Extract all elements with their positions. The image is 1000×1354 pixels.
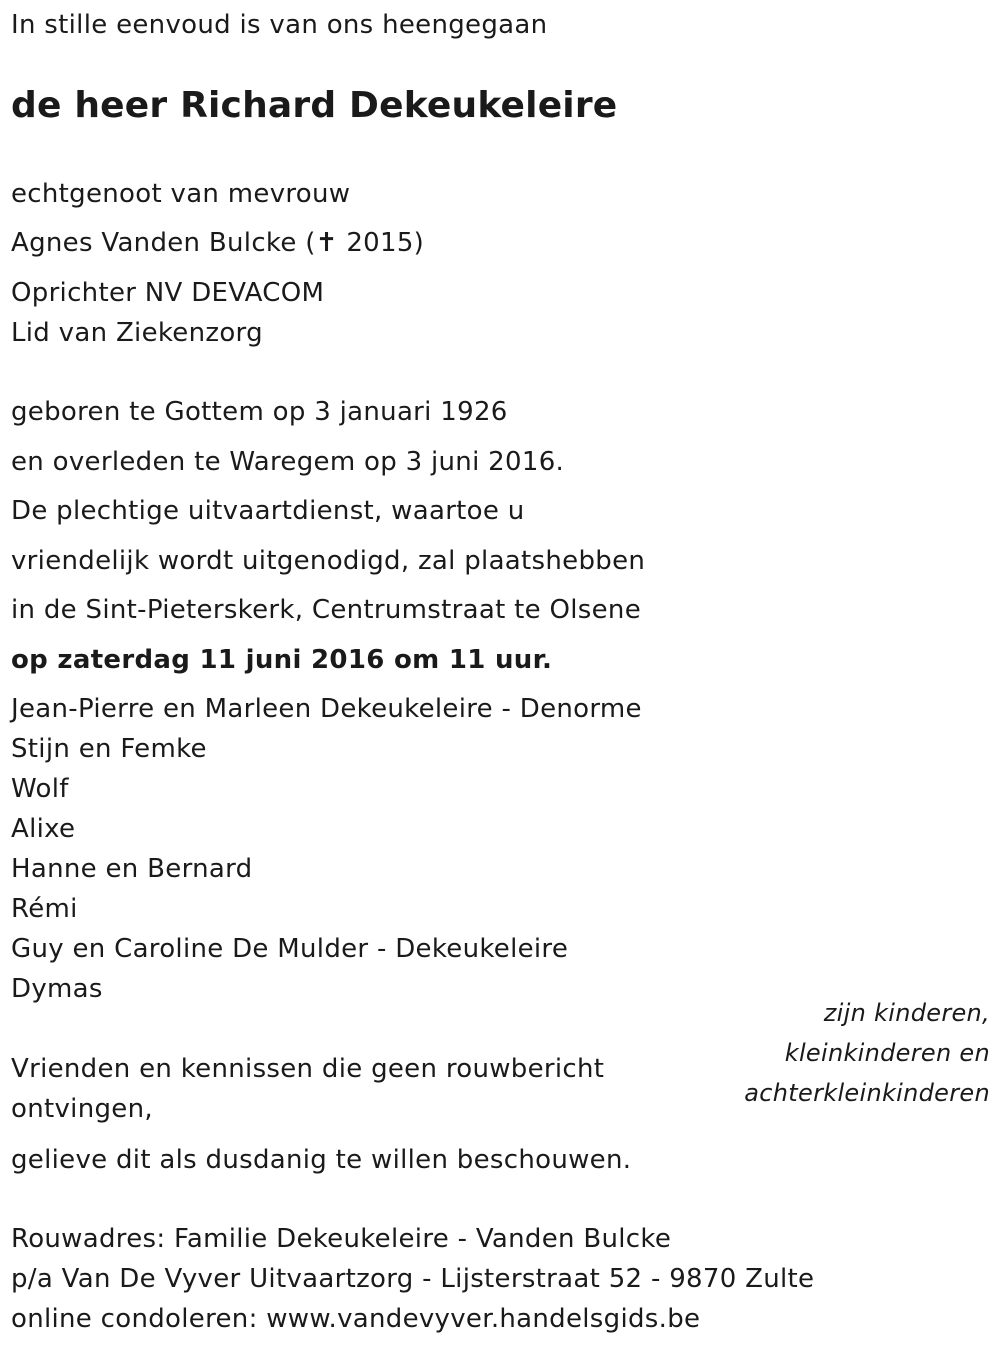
contact-line: p/a Van De Vyver Uitvaartzorg - Lijsterstraat 52 - 9870 Zulte: [11, 1264, 815, 1294]
role-line: Lid van Ziekenzorg: [11, 318, 263, 348]
deceased-name: de heer Richard Dekeukeleire: [11, 85, 618, 126]
contact-line: online condoleren: www.vandevyver.handelsgids.be: [11, 1304, 701, 1334]
family-relation-line: kleinkinderen en: [784, 1039, 990, 1067]
friends-notice-line: gelieve dit als dusdanig te willen beschouwen.: [11, 1145, 632, 1175]
spouse-line-1: echtgenoot van mevrouw: [11, 179, 351, 209]
family-member: Rémi: [11, 894, 78, 924]
family-member: Jean-Pierre en Marleen Dekeukeleire - Denorme: [11, 694, 642, 724]
family-relation-line: zijn kinderen,: [823, 999, 990, 1027]
friends-notice-line: Vrienden en kennissen die geen rouwbericht: [11, 1054, 605, 1084]
family-relation-line: achterkleinkinderen: [744, 1079, 990, 1107]
role-line: Oprichter NV DEVACOM: [11, 278, 325, 308]
service-line: De plechtige uitvaartdienst, waartoe u: [11, 496, 525, 526]
family-member: Guy en Caroline De Mulder - Dekeukeleire: [11, 934, 569, 964]
death-text: en overleden te Waregem op 3 juni 2016.: [11, 447, 565, 477]
contact-line: Rouwadres: Familie Dekeukeleire - Vanden Bulcke: [11, 1224, 672, 1254]
family-member: Alixe: [11, 814, 76, 844]
family-member: Hanne en Bernard: [11, 854, 253, 884]
family-member: Dymas: [11, 974, 103, 1004]
family-member: Wolf: [11, 774, 69, 804]
service-line: in de Sint-Pieterskerk, Centrumstraat te Olsene: [11, 595, 641, 625]
family-member: Stijn en Femke: [11, 734, 207, 764]
friends-notice-line: ontvingen,: [11, 1094, 153, 1124]
intro-text: In stille eenvoud is van ons heengegaan: [11, 10, 548, 40]
service-date: op zaterdag 11 juni 2016 om 11 uur.: [11, 645, 553, 675]
service-line: vriendelijk wordt uitgenodigd, zal plaatshebben: [11, 546, 646, 576]
birth-text: geboren te Gottem op 3 januari 1926: [11, 397, 508, 427]
spouse-line-2: Agnes Vanden Bulcke (✝ 2015): [11, 228, 425, 258]
